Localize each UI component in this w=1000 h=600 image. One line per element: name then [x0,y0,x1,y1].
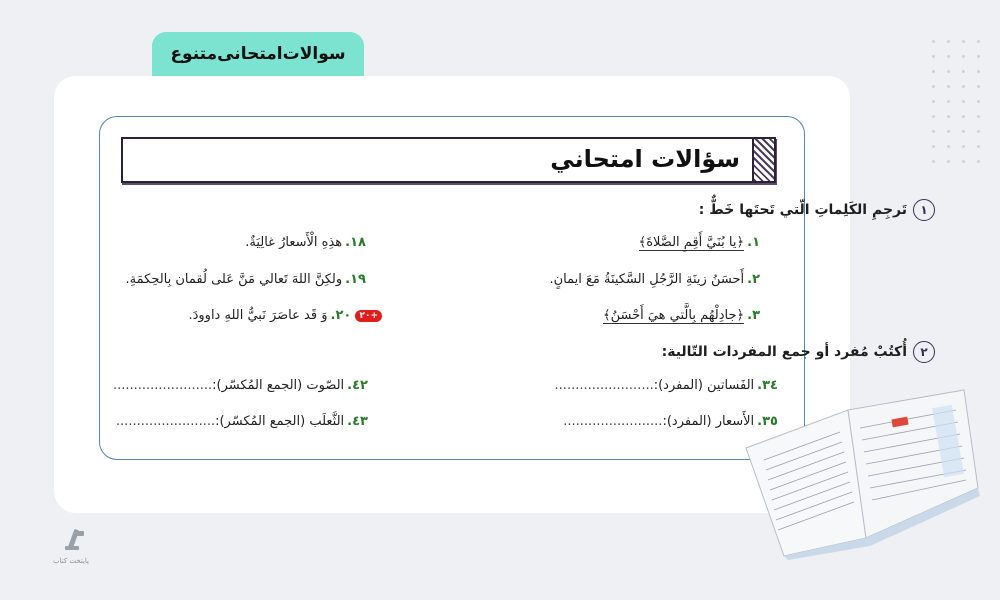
exam-banner [121,137,776,183]
list-item-q20 [188,308,386,323]
open-book-illustration [742,388,982,560]
item-text: الفَساتين (المفرد): [653,378,755,393]
list-item-q18 [245,235,366,250]
item-text: وَ قَد عاصَرَ نَبيُّ اللهِ داوودَ. [188,308,328,323]
list-item-q42 [113,378,368,393]
section-2-header [662,340,935,364]
answer-blank: ........................ [112,378,213,393]
section-1-number: ١ [913,199,935,221]
item-number: ١. [747,235,760,250]
item-text: ولكِنَّ اللهَ تَعالي مَنَّ عَلى لُقمان بِالحِكمَةِ. [125,272,343,287]
item-number: ٢. [747,272,760,287]
section-2-title: أُكتُبْ مُفرد أو جمع المفردات التّالية: [661,344,907,360]
item-number: ١٩. [345,272,366,287]
list-item-q43 [116,414,368,429]
decorative-dot-grid [926,34,986,170]
item-text: الثَّعلَب (الجمع المُكسّر): [215,414,345,429]
item-number: ١٨. [345,235,366,250]
item-text: أَحسَنُ زينَةِ الرَّجُلِ السَّكينَةُ مَعَ ايمانٍ. [549,272,745,287]
item-number: ٢٠. [330,308,352,323]
answer-blank: ........................ [563,414,663,429]
section-2-number: ٢ [913,341,935,363]
list-item-q3 [603,308,760,323]
item-number: ٣٤. [757,378,778,393]
list-item-q1 [639,235,760,250]
list-item-q2 [549,272,760,287]
item-number: ٤٢. [347,378,368,393]
item-text: الأَسعار (المفرد): [662,414,755,429]
answer-blank: ........................ [554,378,654,393]
item-number: ٤٣. [347,414,368,429]
item-text: ﴿جادِلْهُم بِالَّتي هيَ أَحْسَنُ﴾ [602,308,745,323]
item-number: ٣٥. [757,414,778,429]
list-item-q19 [126,272,366,287]
item-text: الصّوت (الجمع المُكسّر): [212,378,345,393]
item-number: ٣. [747,308,760,323]
section-1-title: تَرجِمِ الكَلِماتِ الّتي تَحتَها خَطٌّ : [698,202,907,218]
item-text: هذِهِ الْأَسعارُ غالِيَةٌ. [245,235,343,250]
answer-blank: ........................ [115,414,216,429]
publisher-logo-text: پایتخت کتاب [53,557,89,565]
bonus-badge: +٢٠ [355,310,382,322]
section-1-header [699,198,935,222]
banner-hatch-decoration [752,139,774,181]
banner-title: سؤالات امتحاني [550,145,740,173]
publisher-logo-icon [62,527,88,553]
category-tab: سوالات‌امتحانی‌متنوع [152,32,364,76]
item-text: ﴿يا بُنَيَّ أَقِمِ الصَّلاةَ﴾ [638,235,745,250]
